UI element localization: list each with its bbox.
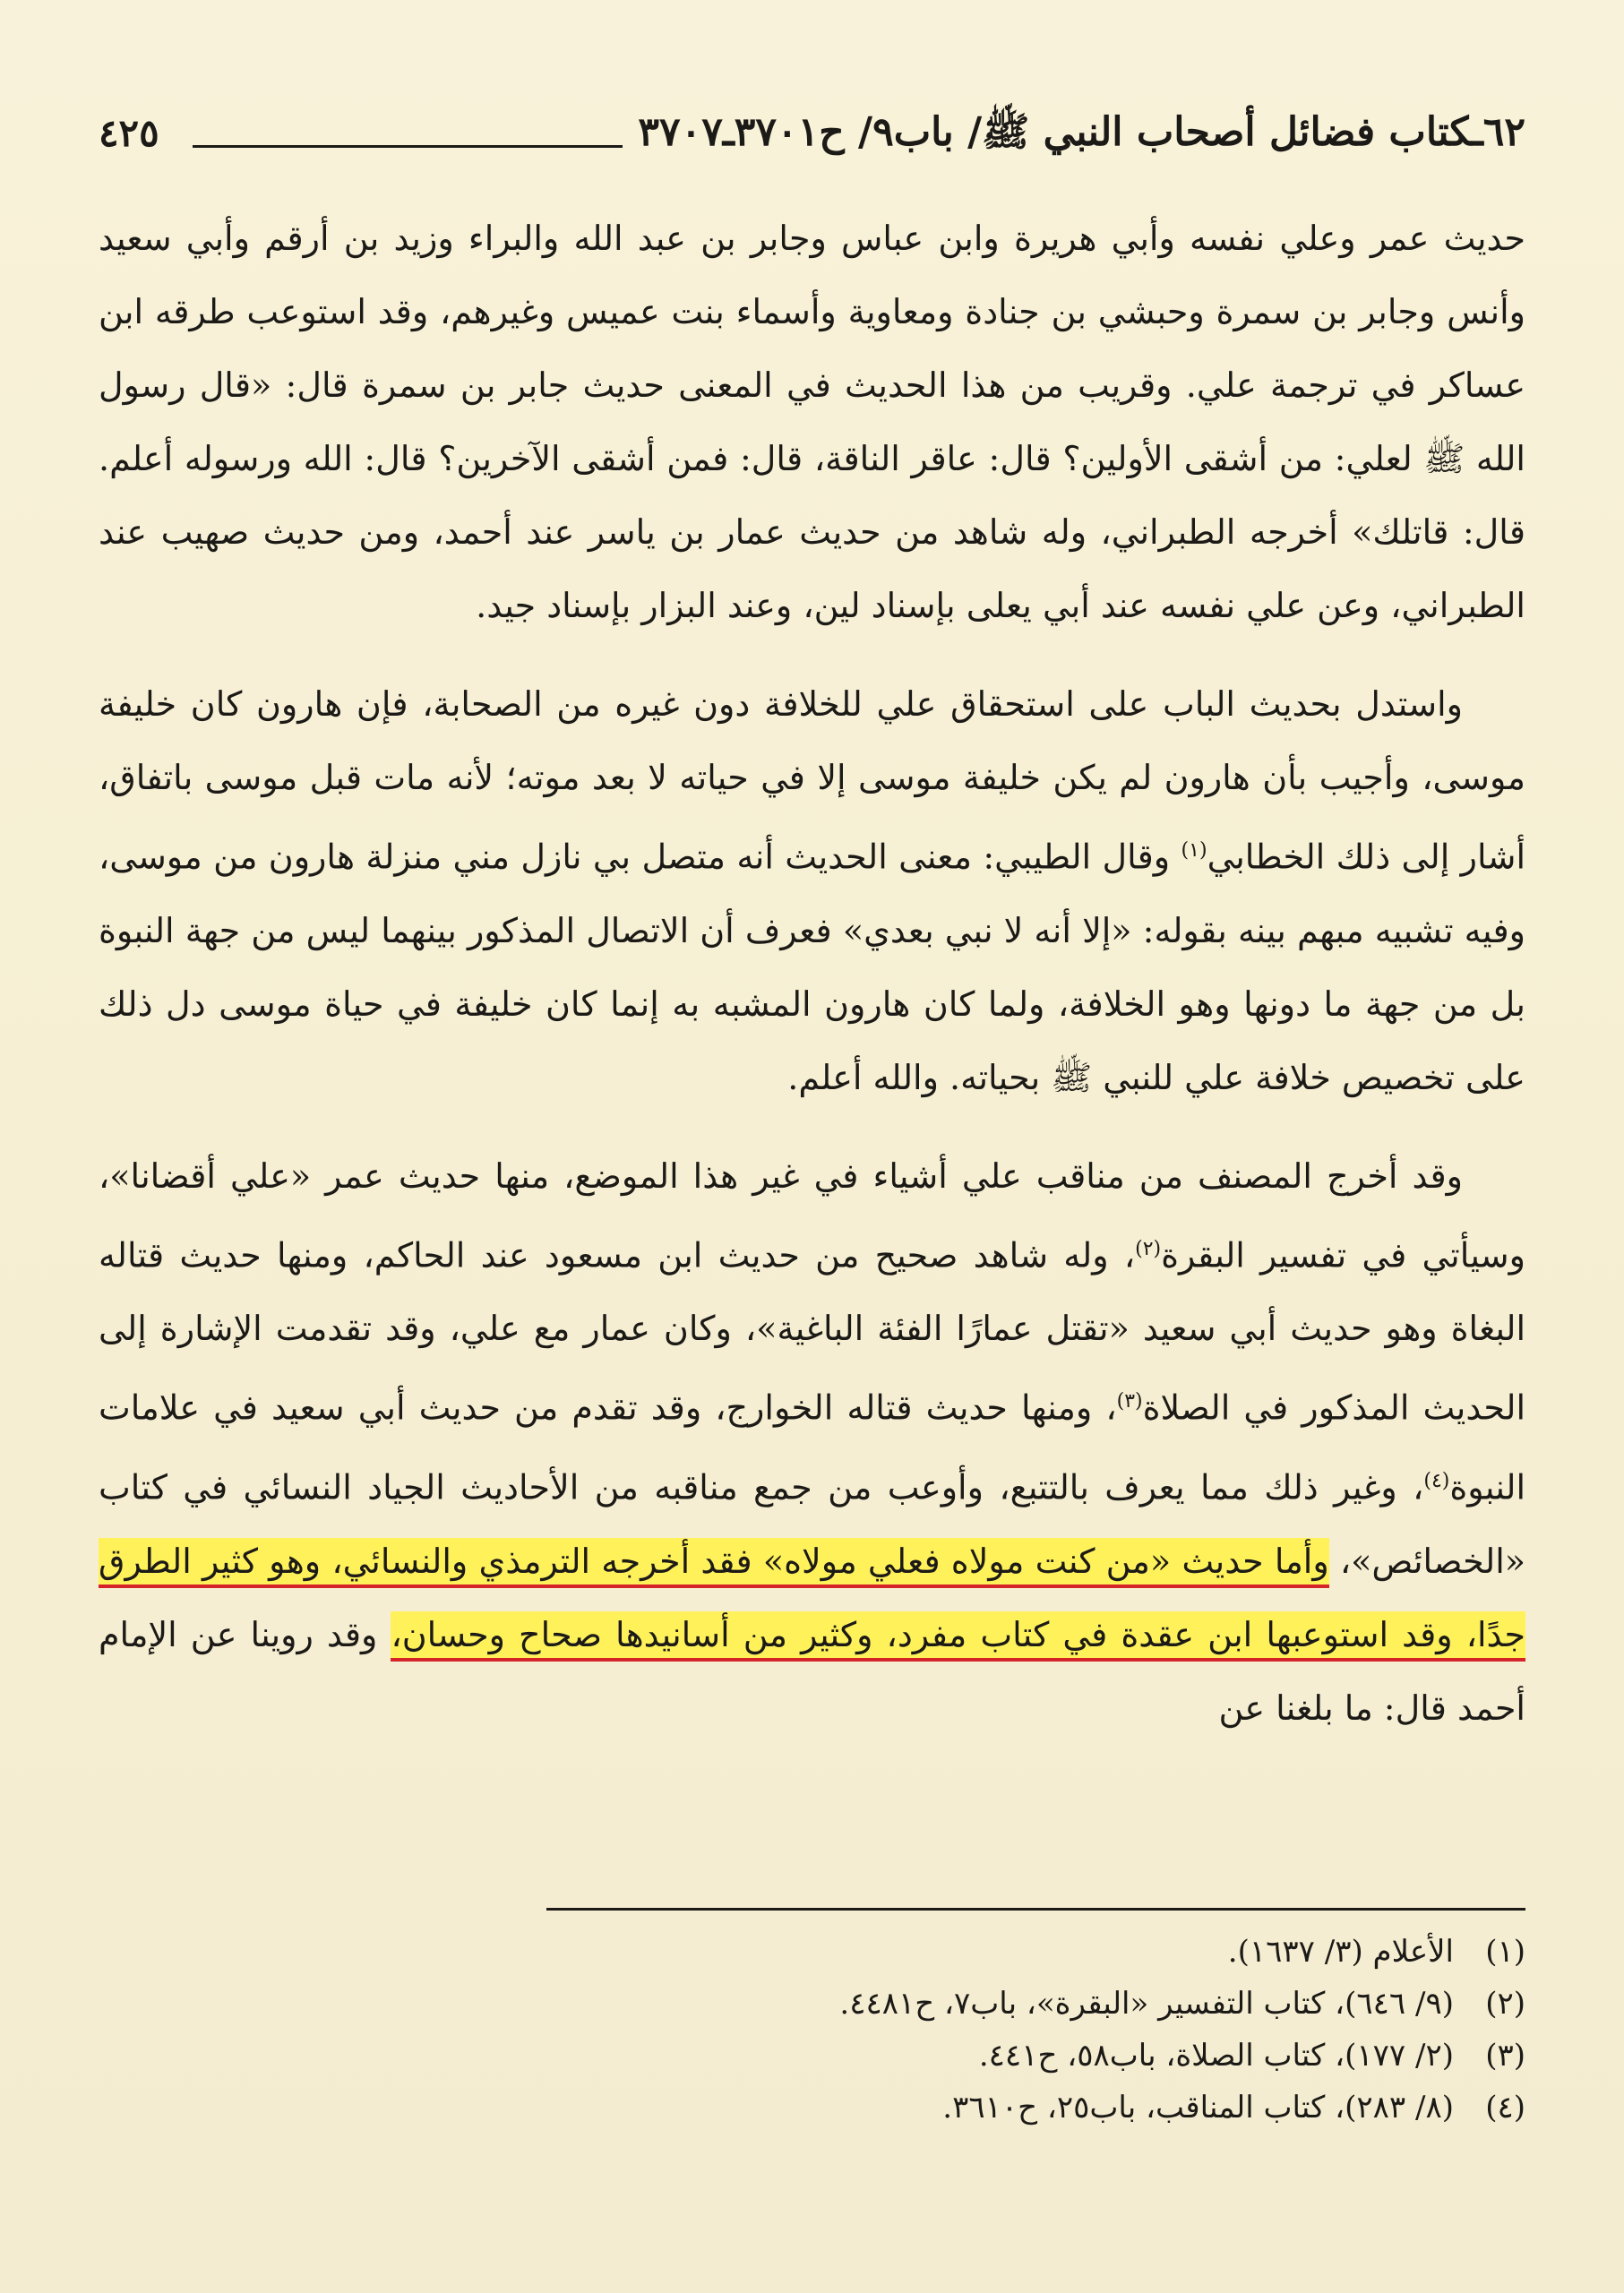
paragraph-2-part-a: واستدل بحديث الباب على استحقاق علي للخلافة دون غيره من الصحابة، فإن هارون كان خليفة موسى، وأجيب بأن هارون لم يكن خليفة موسى إلا في حياته لا بعد موته؛ لأنه مات قبل موسى باتفاق، أشار إلى ذلك الخطابي <box>99 684 1526 877</box>
footnote-item <box>627 1978 1525 2030</box>
paragraph-3 <box>99 1139 1525 1745</box>
footnote-text: الأعلام (٣/ ١٦٣٧). <box>1227 1934 1454 1970</box>
paragraph-3-part-a: وقد أخرج المصنف من مناقب علي أشياء في غير هذا الموضع، منها حديث عمر «علي أقضانا»، وسيأتي في تفسير البقرة <box>99 1155 1525 1275</box>
highlighted-passage: وأما حديث «من كنت مولاه فعلي مولاه» فقد أخرجه الترمذي والنسائي، وهو كثير الطرق جدًا، وقد استوعبها ابن عقدة في كتاب مفرد، وكثير من أسانيدها صحاح وحسان، <box>99 1538 1525 1662</box>
paragraph-3-part-d: ، وغير ذلك مما يعرف بالتتبع، وأوعب من جمع مناقبه من الأحاديث الجياد النسائي في كتاب «الخصائص»، <box>99 1467 1525 1581</box>
page-number: ٤٢٥ <box>99 111 159 155</box>
footnote-ref-2: (٢) <box>1135 1237 1162 1260</box>
footnote-item <box>627 2082 1525 2134</box>
footnote-number: (٤) <box>1485 2090 1525 2126</box>
footnote-item <box>627 2030 1525 2082</box>
footnote-text: (٨/ ٢٨٣)، كتاب المناقب، باب٢٥، ح٣٦١٠. <box>942 2090 1454 2126</box>
footnote-rule <box>546 1908 1525 1911</box>
paragraph-3-part-e: وقد روينا عن الإمام أحمد قال: ما بلغنا عن <box>99 1614 1525 1728</box>
paragraph-2-part-b: وقال الطيبي: معنى الحديث أنه متصل بي نازل مني منزلة هارون من موسى، وفيه تشبيه مبهم بينه بقوله: «إلا أنه لا نبي بعدي» فعرف أن الاتصال المذكور بينهما ليس من جهة النبوة بل من جهة ما دونها وهو الخلافة، ولما كان هارون المشبه به إنما كان خليفة في حياة موسى دل ذلك على تخصيص خلافة علي للنبي ﷺ بحياته. والله أعلم. <box>99 837 1525 1097</box>
running-title: ٦٢ـكتاب فضائل أصحاب النبي ﷺ/ باب٩/ ح٣٧٠١ـ٣٧٠٧ <box>638 109 1525 155</box>
footnote-item <box>627 1926 1525 1978</box>
footnote-number: (١) <box>1485 1934 1525 1970</box>
footnote-ref-1: (١) <box>1181 839 1207 862</box>
footnote-number: (٣) <box>1485 2038 1525 2074</box>
paragraph-2 <box>99 667 1525 1114</box>
page-header <box>99 107 1525 170</box>
footnote-text: (٢/ ١٧٧)، كتاب الصلاة، باب٥٨، ح٤٤١. <box>978 2038 1454 2074</box>
footnote-ref-4: (٤) <box>1423 1469 1450 1492</box>
paragraph-1: حديث عمر وعلي نفسه وأبي هريرة وابن عباس وجابر بن عبد الله والبراء وزيد بن أرقم وأبي سعيد وأنس وجابر بن سمرة وحبشي بن جنادة ومعاوية وأسماء بنت عميس وغيرهم، وقد استوعب طرقه ابن عساكر في ترجمة علي. وقريب من هذا الحديث في المعنى حديث جابر بن سمرة قال: «قال رسول الله ﷺ لعلي: من أشقى الأولين؟ قال: عاقر الناقة، قال: فمن أشقى الآخرين؟ قال: الله ورسوله أعلم. قال: قاتلك» أخرجه الطبراني، وله شاهد من حديث عمار بن ياسر عند أحمد، ومن حديث صهيب عند الطبراني، وعن علي نفسه عند أبي يعلى بإسناد لين، وعند البزار بإسناد جيد. <box>99 219 1525 625</box>
paragraph-3-part-b: ، وله شاهد صحيح من حديث ابن مسعود عند الحاكم، ومنها حديث قتاله البغاة وهو حديث أبي سعيد «تقتل عمارًا الفئة الباغية»، وكان عمار مع علي، وقد تقدمت الإشارة إلى الحديث المذكور في الصلاة <box>99 1235 1525 1428</box>
footnote-number: (٢) <box>1485 1986 1525 2022</box>
footnote-ref-3: (٣) <box>1116 1390 1143 1413</box>
footnote-text: (٩/ ٦٤٦)، كتاب التفسير «البقرة»، باب٧، ح٤٤٨١. <box>839 1986 1454 2022</box>
paragraph-3-part-c: ، ومنها حديث قتاله الخوارج، وقد تقدم من حديث أبي سعيد في علامات النبوة <box>99 1387 1525 1507</box>
footnotes <box>627 1926 1525 2134</box>
main-text <box>99 202 1525 1745</box>
header-rule <box>193 145 623 148</box>
